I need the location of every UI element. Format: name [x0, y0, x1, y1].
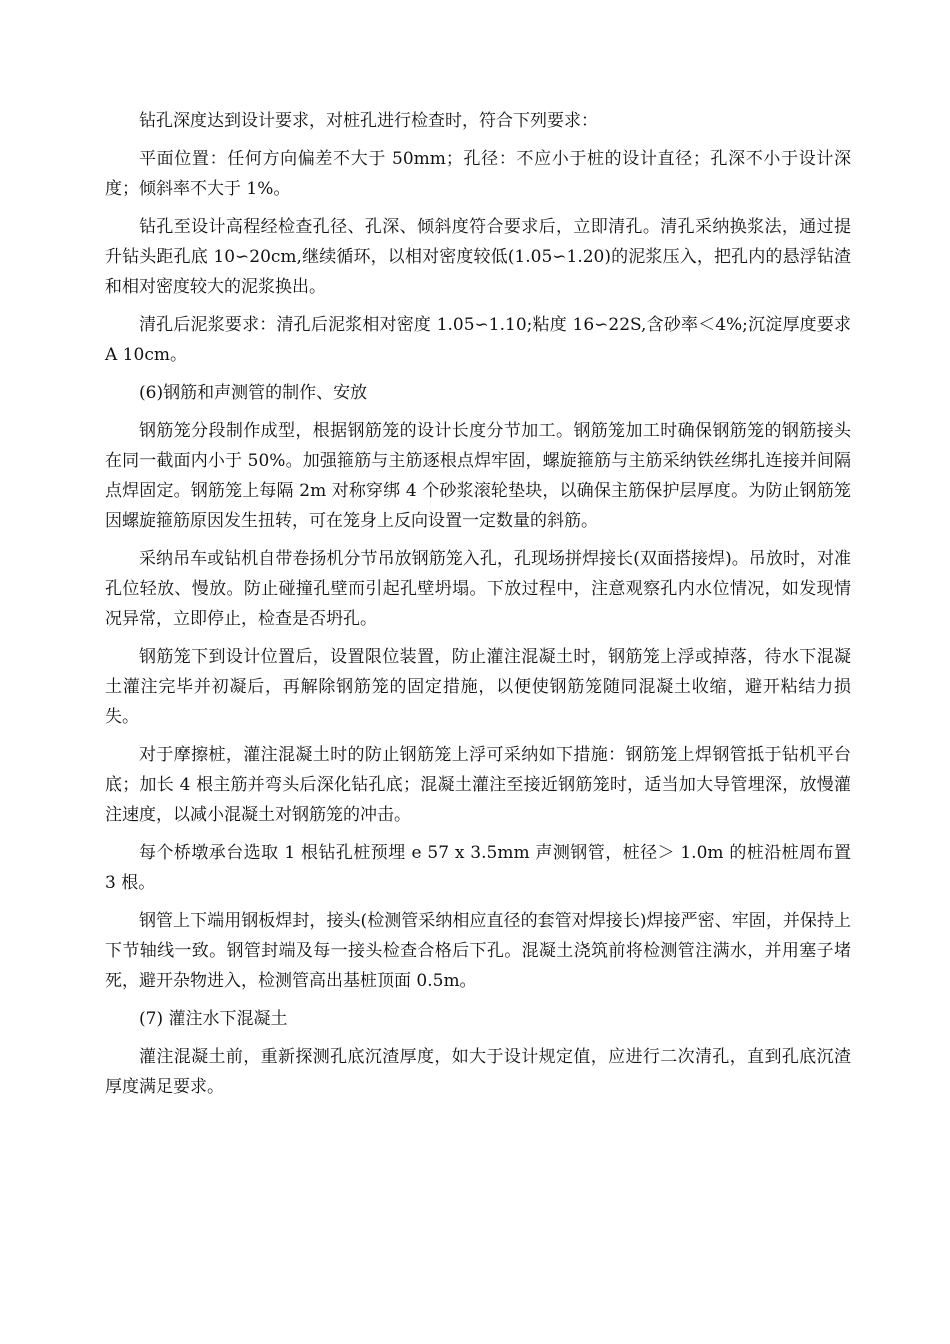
document-body	[105, 106, 851, 1110]
paragraph-mud-requirements: 清孔后泥浆要求：清孔后泥浆相对密度 1.05∽1.10;粘度 16∽22S,含砂率＜4%;沉淀厚度要求 A 10cm。	[105, 315, 851, 365]
paragraph-position-tolerance: 平面位置：任何方向偏差不大于 50mm；孔径：不应小于桩的设计直径；孔深不小于设计深度；倾斜率不大于 1%。	[105, 149, 851, 199]
section-heading-7: (7) 灌注水下混凝土	[139, 1009, 288, 1029]
paragraph-cage-fixing: 钢筋笼下到设计位置后，设置限位装置，防止灌注混凝土时，钢筋笼上浮或掉落，待水下混凝土灌注完毕并初凝后，再解除钢筋笼的固定措施，以便使钢筋笼随同混凝土收缩，避开粘结力损失。	[105, 647, 851, 727]
section-heading-6: (6)钢筋和声测管的制作、安放	[139, 383, 368, 403]
paragraph-inspection-requirements: 钻孔深度达到设计要求，对桩孔进行检查时，符合下列要求：	[139, 111, 598, 131]
paragraph-cage-lowering: 采纳吊车或钻机自带卷扬机分节吊放钢筋笼入孔，孔现场拼焊接长(双面搭接焊)。吊放时，对准孔位轻放、慢放。防止碰撞孔壁而引起孔壁坍塌。下放过程中，注意观察孔内水位情况，如发现情况异常，立即停止，检查是否坍孔。	[105, 549, 851, 629]
paragraph-tube-sealing: 钢管上下端用钢板焊封，接头(检测管采纳相应直径的套管对焊接长)焊接严密、牢固，并保持上下节轴线一致。钢管封端及每一接头检查合格后下孔。混凝土浇筑前将检测管注满水，并用塞子堵死，避开杂物进入，检测管高出基桩顶面 0.5m。	[105, 911, 851, 991]
paragraph-sonic-tubes: 每个桥墩承台选取 1 根钻孔桩预埋 e 57 x 3.5mm 声测钢管，桩径＞ 1.0m 的桩沿桩周布置 3 根。	[105, 843, 851, 893]
paragraph-sediment-check: 灌注混凝土前，重新探测孔底沉渣厚度，如大于设计规定值，应进行二次清孔，直到孔底沉渣厚度满足要求。	[105, 1047, 851, 1097]
paragraph-cage-fabrication: 钢筋笼分段制作成型，根据钢筋笼的设计长度分节加工。钢筋笼加工时确保钢筋笼的钢筋接头在同一截面内小于 50%。加强箍筋与主筋逐根点焊牢固，螺旋箍筋与主筋采纳铁丝绑扎连接并间隔点焊固定。钢筋笼上每隔 2m 对称穿绑 4 个砂浆滚轮垫块，以确保主筋保护层厚度。为防止钢筋笼因螺旋箍筋原因发生扭转，可在笼身上反向设置一定数量的斜筋。	[105, 421, 851, 531]
paragraph-friction-pile: 对于摩擦桩，灌注混凝土时的防止钢筋笼上浮可采纳如下措施：钢筋笼上焊钢管抵于钻机平台底；加长 4 根主筋并弯头后深化钻孔底；混凝土灌注至接近钢筋笼时，适当加大导管埋深，放慢灌注速度，以减小混凝土对钢筋笼的冲击。	[105, 745, 851, 825]
paragraph-hole-cleaning: 钻孔至设计高程经检查孔径、孔深、倾斜度符合要求后，立即清孔。清孔采纳换浆法，通过提升钻头距孔底 10∽20cm,继续循环，以相对密度较低(1.05∽1.20)的泥浆压入，把孔内的悬浮钻渣和相对密度较大的泥浆换出。	[105, 217, 851, 297]
